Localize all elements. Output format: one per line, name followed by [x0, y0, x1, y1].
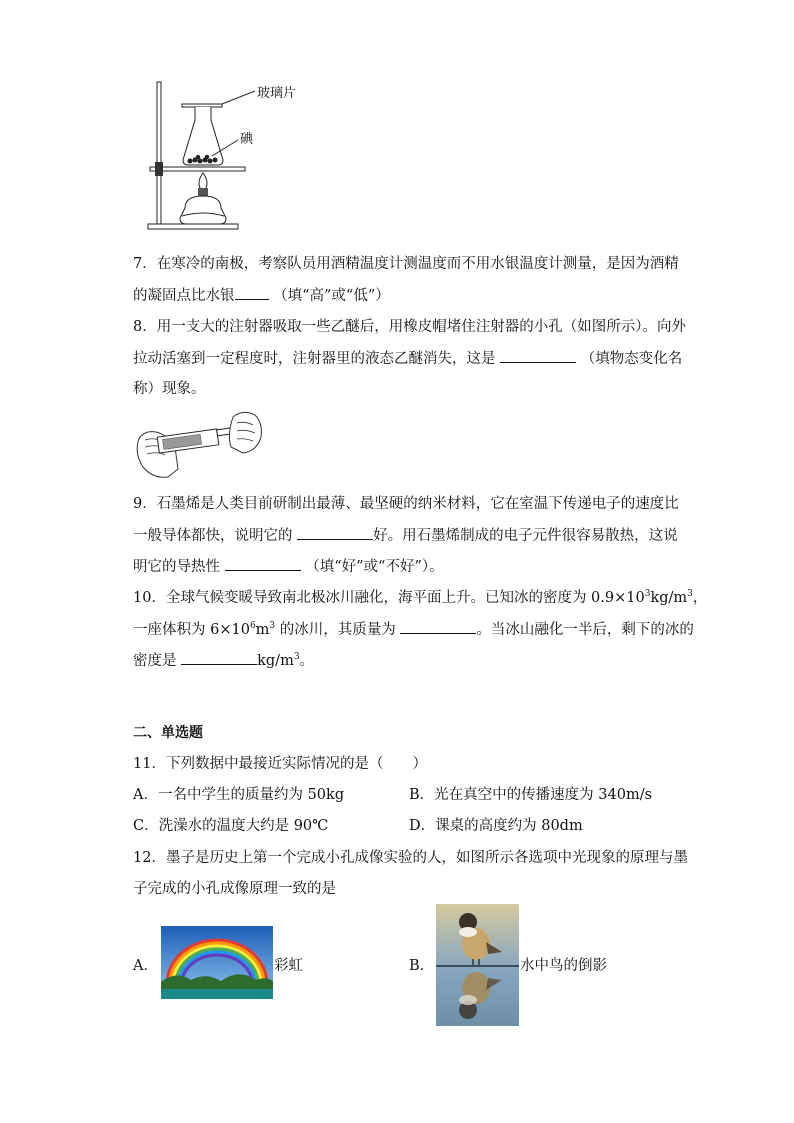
- q10-exp-1: 3: [644, 589, 651, 600]
- q9-line2: [133, 526, 678, 545]
- q8-line2: [133, 349, 682, 368]
- syringe-figure: [133, 407, 265, 482]
- q9-text-c: 明它的导热性: [133, 559, 220, 575]
- q12-line1: 12．墨子是历史上第一个完成小孔成像实验的人，如图所示各选项中光现象的原理与墨: [133, 850, 688, 866]
- q8-line1: 8．用一支大的注射器吸取一些乙醚后，用橡皮帽堵住注射器的小孔（如图所示）。向外: [133, 319, 686, 335]
- q10-text-c: 的冰川，其质量为: [275, 622, 396, 638]
- rainbow-image[interactable]: [161, 926, 273, 999]
- q7-line2: [133, 286, 390, 305]
- q11-option-a[interactable]: A．一名中学生的质量约为 50kg: [133, 787, 345, 803]
- q9-text-d: （填“好”或“不好”）。: [305, 559, 444, 575]
- q10-comma: ，: [692, 590, 708, 606]
- q12-option-b-text[interactable]: 水中鸟的倒影: [520, 958, 607, 974]
- q8-text-b: （填物态变化名: [580, 351, 683, 367]
- q10-exp-2: 3: [687, 589, 693, 600]
- q9-text-b: 好。用石墨烯制成的电子元件很容易散热，这说: [373, 528, 678, 544]
- bird-reflection-photo: [436, 904, 519, 1026]
- q10-text-e: 密度是: [133, 653, 177, 669]
- q7-line1: 7．在寒冷的南极，考察队员用酒精温度计测温度而不用水银温度计测量，是因为酒精: [133, 256, 679, 272]
- q11-stem: 11．下列数据中最接近实际情况的是（ ）: [133, 756, 427, 772]
- q10-text-a: 10．全球气候变暖导致南北极冰川融化，海平面上升。已知冰的密度为 0.9×10: [133, 590, 645, 606]
- q10-text-b: 一座体积为 6×10: [133, 622, 250, 638]
- q7-text-b: （填“高”或“低”）: [273, 288, 390, 304]
- q12-option-a-letter[interactable]: A．: [133, 958, 158, 974]
- q10-line3: [133, 651, 314, 670]
- q10-exp-5: 3: [293, 652, 300, 663]
- q10-unit-2: m: [255, 622, 270, 638]
- q8-line3: 称）现象。: [133, 381, 206, 397]
- q7-text-a: 的凝固点比水银: [133, 288, 235, 304]
- q9-answer-blank-1[interactable]: [297, 526, 373, 540]
- q10-exp-3: 6: [249, 621, 256, 632]
- q10-unit-3: kg/m: [257, 653, 294, 669]
- iodine-apparatus-figure: [140, 78, 320, 233]
- q12-option-b-letter[interactable]: B．: [409, 958, 435, 974]
- q11-option-b[interactable]: B．光在真空中的传播速度为 340m/s: [409, 787, 653, 803]
- q12-option-a-text[interactable]: 彩虹: [274, 958, 303, 974]
- section-heading-single-choice: 二、单选题: [133, 725, 203, 741]
- q10-unit-1: kg/m: [650, 590, 688, 606]
- q8-text-a: 拉动活塞到一定程度时，注射器里的液态乙醚消失，这是: [133, 351, 496, 367]
- q11-option-c[interactable]: C．洗澡水的温度大约是 90℃: [133, 818, 329, 834]
- syringe-drawing: [133, 407, 265, 482]
- q8-answer-blank[interactable]: [500, 349, 576, 363]
- iodine-apparatus-drawing: [140, 78, 320, 233]
- q9-line3: [133, 557, 444, 576]
- q10-line2: [133, 620, 694, 639]
- q12-line2: 子完成的小孔成像原理一致的是: [133, 881, 336, 897]
- q10-text-d: 。当冰山融化一半后，剩下的冰的: [476, 622, 694, 638]
- q9-answer-blank-2[interactable]: [225, 557, 301, 571]
- q10-exp-4: 3: [269, 621, 276, 632]
- q10-line1: [133, 589, 707, 607]
- bird-reflection-image[interactable]: [436, 904, 519, 1026]
- q10-answer-blank-1[interactable]: [400, 620, 476, 634]
- glass-plate-label: 玻璃片: [257, 86, 297, 101]
- q7-answer-blank[interactable]: [235, 286, 269, 300]
- q10-period: 。: [299, 653, 315, 669]
- q10-answer-blank-2[interactable]: [181, 651, 257, 665]
- q9-text-a: 一般导体都快，说明它的: [133, 528, 293, 544]
- q9-line1: 9．石墨烯是人类目前研制出最薄、最坚硬的纳米材料，它在室温下传递电子的速度比: [133, 496, 679, 512]
- rainbow-photo: [161, 926, 273, 999]
- q11-option-d[interactable]: D．课桌的高度约为 80dm: [409, 818, 583, 834]
- iodine-label: 碘: [240, 132, 254, 147]
